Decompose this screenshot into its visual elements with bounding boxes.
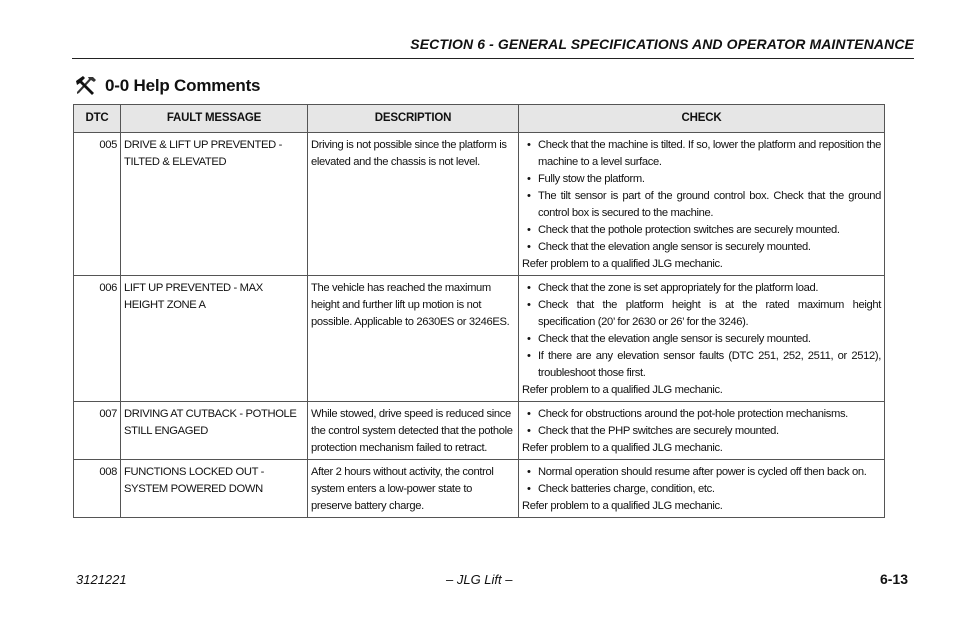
check-item: • The tilt sensor is part of the ground control box. Check that the ground control box is secured to the machine.: [522, 188, 881, 222]
dtc-code: 005: [74, 133, 121, 276]
refer-note: Refer problem to a qualified JLG mechanic.: [522, 442, 723, 454]
fault-message: FUNCTIONS LOCKED OUT - SYSTEM POWERED DOWN: [121, 460, 308, 518]
check-item: • Check that the PHP switches are securely mounted.: [522, 423, 881, 440]
fault-message: LIFT UP PREVENTED - MAX HEIGHT ZONE A: [121, 276, 308, 402]
check-cell: [519, 276, 885, 402]
header-description: DESCRIPTION: [308, 105, 519, 133]
description: While stowed, drive speed is reduced since the control system detected that the pothole protection mechanism failed to retract.: [308, 402, 519, 460]
header-dtc: DTC: [74, 105, 121, 133]
check-list: [522, 280, 881, 382]
header-check: CHECK: [519, 105, 885, 133]
header-fault-message: FAULT MESSAGE: [121, 105, 308, 133]
check-item: • Check that the pothole protection switches are securely mounted.: [522, 222, 881, 239]
wrench-hammer-icon: [74, 75, 98, 97]
dtc-code: 007: [74, 402, 121, 460]
table-row: [74, 133, 885, 276]
check-cell: [519, 402, 885, 460]
table-row: [74, 460, 885, 518]
table-row: [74, 276, 885, 402]
check-item: • Check that the elevation angle sensor is securely mounted.: [522, 239, 881, 256]
check-item: • Check that the machine is tilted. If so, lower the platform and reposition the machine to a level surface.: [522, 137, 881, 171]
check-item: • Check for obstructions around the pot-hole protection mechanisms.: [522, 406, 881, 423]
table-row: [74, 402, 885, 460]
table-header-row: [74, 105, 885, 133]
check-list: [522, 406, 881, 440]
dtc-code: 006: [74, 276, 121, 402]
refer-note: Refer problem to a qualified JLG mechanic.: [522, 500, 723, 512]
check-item: • Check that the elevation angle sensor is securely mounted.: [522, 331, 881, 348]
check-list: [522, 464, 881, 498]
check-item: • Check batteries charge, condition, etc.: [522, 481, 881, 498]
check-item: • If there are any elevation sensor faults (DTC 251, 252, 2511, or 2512), troubleshoot those first.: [522, 348, 881, 382]
refer-note: Refer problem to a qualified JLG mechanic.: [522, 384, 723, 396]
check-cell: [519, 460, 885, 518]
fault-message: DRIVE & LIFT UP PREVENTED - TILTED & ELEVATED: [121, 133, 308, 276]
page-title: 0-0 Help Comments: [105, 76, 261, 95]
check-cell: [519, 133, 885, 276]
check-item: • Check that the zone is set appropriately for the platform load.: [522, 280, 881, 297]
dtc-code: 008: [74, 460, 121, 518]
header-divider: [72, 58, 914, 59]
section-header: SECTION 6 - GENERAL SPECIFICATIONS AND OPERATOR MAINTENANCE: [410, 36, 914, 52]
refer-note: Refer problem to a qualified JLG mechanic.: [522, 258, 723, 270]
description: After 2 hours without activity, the control system enters a low-power state to preserve battery charge.: [308, 460, 519, 518]
footer-brand: – JLG Lift –: [446, 572, 513, 587]
check-item: • Check that the platform height is at the rated maximum height specification (20’ for 2630 or 26’ for the 3246).: [522, 297, 881, 331]
page-title-row: [74, 75, 260, 97]
check-list: [522, 137, 881, 256]
description: The vehicle has reached the maximum height and further lift up motion is not possible. Applicable to 2630ES or 3246ES.: [308, 276, 519, 402]
fault-message: DRIVING AT CUTBACK - POTHOLE STILL ENGAGED: [121, 402, 308, 460]
check-item: • Normal operation should resume after power is cycled off then back on.: [522, 464, 881, 481]
page-number: 6-13: [879, 571, 908, 587]
description: Driving is not possible since the platform is elevated and the chassis is not level.: [308, 133, 519, 276]
check-item: • Fully stow the platform.: [522, 171, 881, 188]
dtc-help-table: [73, 104, 885, 518]
doc-number: 3121221: [76, 572, 127, 587]
